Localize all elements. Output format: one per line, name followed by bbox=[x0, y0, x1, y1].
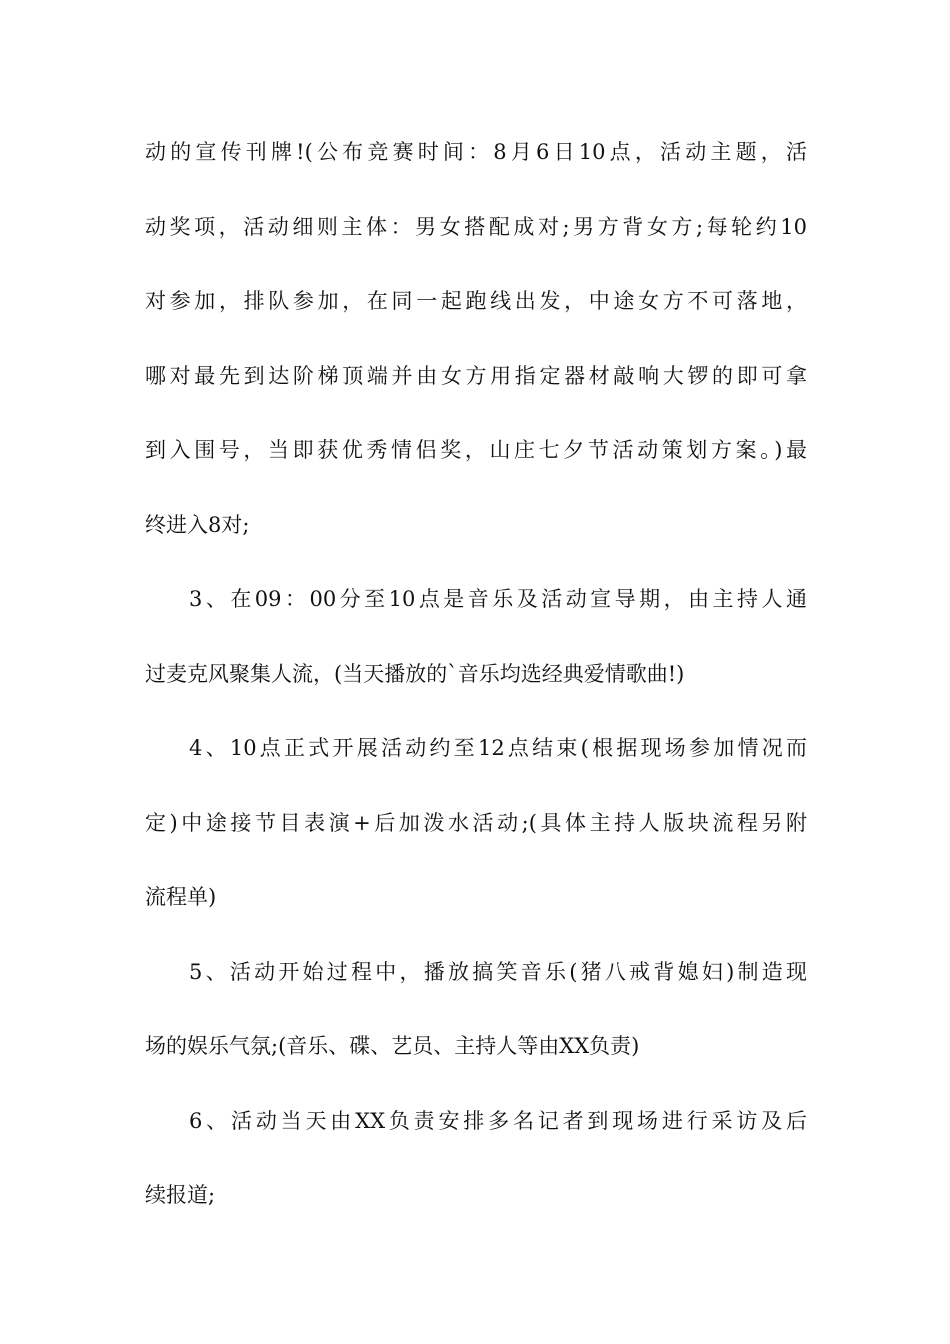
text-line: 场的娱乐气氛;(音乐、碟、艺员、主持人等由XX负责) bbox=[145, 1034, 640, 1058]
text-line: 动的宣传刊牌!(公布竞赛时间：8月6日10点，活动主题，活 bbox=[145, 140, 807, 164]
text-line: 3、在09：00分至10点是音乐及活动宣导期，由主持人通 bbox=[189, 587, 807, 611]
text-line: 动奖项，活动细则主体：男女搭配成对;男方背女方;每轮约10 bbox=[145, 214, 807, 239]
text-line: 4、10点正式开展活动约至12点结束(根据现场参加情况而 bbox=[189, 736, 807, 760]
text-line: 流程单) bbox=[145, 885, 217, 909]
text-line: 对参加，排队参加，在同一起跑线出发，中途女方不可落地， bbox=[145, 289, 807, 313]
text-line: 过麦克风聚集人流，(当天播放的`音乐均选经典爱情歌曲!) bbox=[145, 661, 685, 686]
text-line: 终进入8对; bbox=[145, 512, 250, 537]
document-body bbox=[145, 130, 807, 1248]
text-line: 定)中途接节目表演+后加泼水活动;(具体主持人版块流程另附 bbox=[145, 810, 807, 835]
text-line: 6、活动当天由XX负责安排多名记者到现场进行采访及后 bbox=[189, 1108, 807, 1133]
text-line: 哪对最先到达阶梯顶端并由女方用指定器材敲响大锣的即可拿 bbox=[145, 363, 807, 388]
text-line: 续报道; bbox=[145, 1183, 216, 1207]
text-line: 5、活动开始过程中，播放搞笑音乐(猪八戒背媳妇)制造现 bbox=[189, 959, 807, 984]
text-line: 到入围号，当即获优秀情侣奖，山庄七夕节活动策划方案。)最 bbox=[145, 438, 807, 462]
